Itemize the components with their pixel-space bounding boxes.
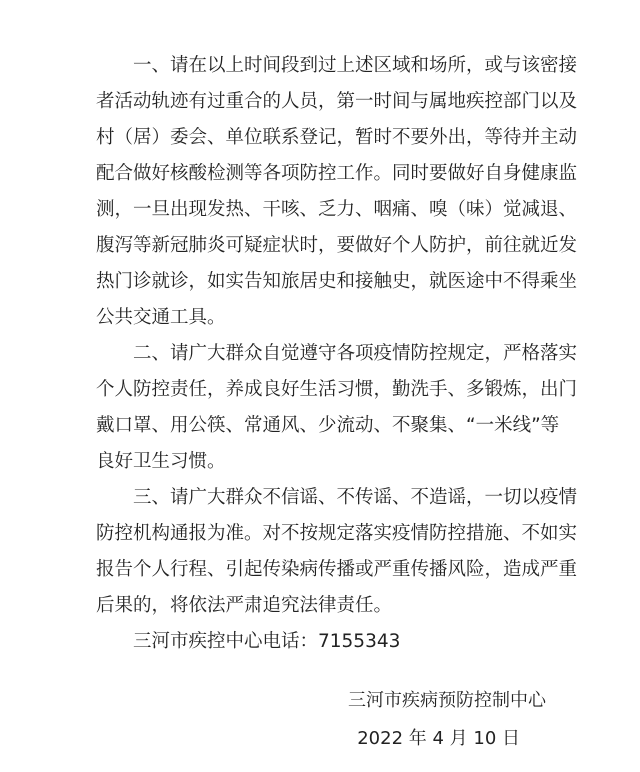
text-line: 二、请广大群众自觉遵守各项疫情防控规定，严格落实 — [96, 343, 578, 364]
phone-line: 三河市疾控中心电话：7155343 — [96, 631, 401, 652]
text-line: 戴口罩、用公筷、常通风、少流动、不聚集、“一米线”等 — [96, 415, 560, 436]
signature-date: 2022 年 4 月 10 日 — [357, 728, 520, 749]
text-line: 防控机构通报为准。对不按规定落实疫情防控措施、不如实 — [96, 523, 578, 544]
text-line: 热门诊就诊，如实告知旅居史和接触史，就医途中不得乘坐 — [96, 271, 578, 292]
text-line: 村（居）委会、单位联系登记，暂时不要外出，等待并主动 — [96, 127, 578, 148]
text-line: 报告个人行程、引起传染病传播或严重传播风险，造成严重 — [96, 559, 578, 580]
text-line: 三、请广大群众不信谣、不传谣、不造谣，一切以疫情 — [96, 487, 578, 508]
signature-org: 三河市疾病预防控制中心 — [348, 690, 546, 711]
text-line: 良好卫生习惯。 — [96, 451, 226, 472]
text-line: 腹泻等新冠肺炎可疑症状时，要做好个人防护，前往就近发 — [96, 235, 578, 256]
text-line: 后果的，将依法严肃追究法律责任。 — [96, 595, 393, 616]
text-line: 者活动轨迹有过重合的人员，第一时间与属地疾控部门以及 — [96, 91, 578, 112]
text-line: 配合做好核酸检测等各项防控工作。同时要做好自身健康监 — [96, 163, 578, 184]
text-line: 公共交通工具。 — [96, 307, 226, 328]
text-line: 个人防控责任，养成良好生活习惯，勤洗手、多锻炼，出门 — [96, 379, 578, 400]
text-line: 测，一旦出现发热、干咳、乏力、咽痛、嗅（味）觉减退、 — [96, 199, 578, 220]
text-line: 一、请在以上时间段到过上述区域和场所，或与该密接 — [96, 55, 578, 76]
